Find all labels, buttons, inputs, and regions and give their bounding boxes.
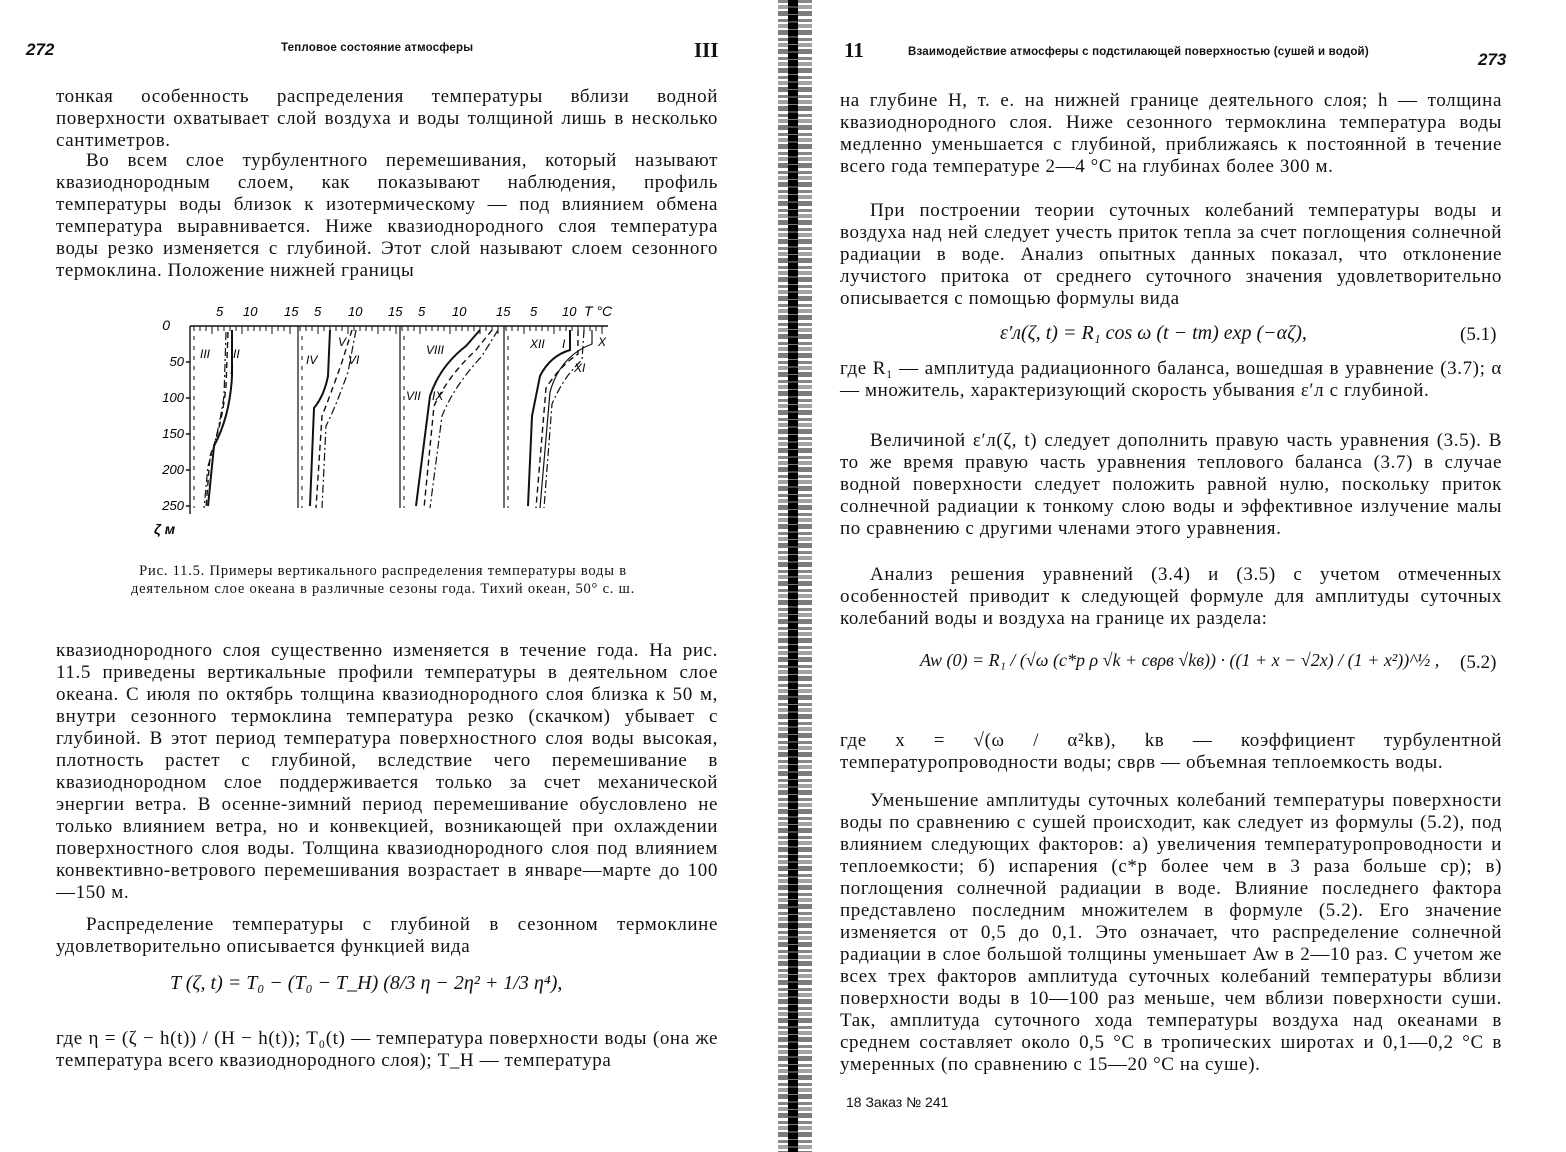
curve-label: IV xyxy=(306,353,318,367)
profile-curve-XI xyxy=(544,330,584,508)
temp-label: 10 xyxy=(452,304,467,319)
depth-label: 100 xyxy=(162,390,184,405)
temp-label: 15 xyxy=(284,304,299,319)
right-page xyxy=(790,0,1566,1152)
paragraph: на глубине H, т. е. на нижней границе деятельного слоя; h — толщина квазиоднородного слоя. Ниже сезонного термоклина температура воды медленно уменьшается с глубиной, приближаясь к постоянной в течение всего года температуре 2—4 °С на глубинах более 300 м. xyxy=(840,90,1502,177)
page-number-right: 273 xyxy=(1478,50,1507,69)
paragraph: тонкая особенность распределения температуры вблизи водной поверхности охватывает слой воздуха и воды толщиной лишь в несколько сантиметров. xyxy=(56,86,718,151)
depth-label: 250 xyxy=(162,498,184,513)
figure-temperature-profiles xyxy=(130,296,630,546)
chapter-number: 11 xyxy=(844,38,864,62)
curve-label: I xyxy=(562,337,566,351)
print-order-footer: 18 Заказ № 241 xyxy=(846,1094,949,1110)
temp-label: 5 xyxy=(216,304,224,319)
paragraph: Величиной ε′л(ζ, t) следует дополнить правую часть уравнения (3.5). В то же время правую часть уравнения теплового баланса (3.7) в случае водной поверхности следует положить равной нулю, поскольку приток солнечной радиации к тонкому слою воды и эффективное излучение малы по сравнению с другими членами этого уравнения. xyxy=(840,430,1502,539)
curve-label: III xyxy=(200,347,211,361)
temp-label: 15 xyxy=(496,304,511,319)
paragraph: При построении теории суточных колебаний температуры воды и воздуха над ней следует учесть приток тепла за счет поглощения солнечной радиации в воде. Анализ опытных данных показал, что отклонение лучистого притока от среднего суточного значения удовлетворительно описывается с помощью формулы вида xyxy=(840,200,1502,309)
axis-ticks xyxy=(194,326,602,334)
formula-5-2: Aw (0) = R₁ / (√ω (c*p ρ √k + cвρв √kв)) · ((1 + x − √2x) / (1 + x²))^½ , xyxy=(920,650,1440,670)
paragraph: Во всем слое турбулентного перемешивания, который называют квазиоднородным слоем, как показывают наблюдения, профиль температуры воды близок к изотермическому — под влиянием обмена температура выравнивается. Ниже квазиоднородного слоя температура воды резко изменяется с глубиной. Этот слой называют слоем сезонного термоклина. Положение нижней границы xyxy=(56,150,718,281)
curve-label: V xyxy=(338,335,347,349)
profile-curve-V xyxy=(316,330,352,508)
running-title-right: Взаимодействие атмосферы с подстилающей поверхностью (сушей и водой) xyxy=(908,46,1369,58)
temp-label: 5 xyxy=(418,304,426,319)
curve-label: VII xyxy=(406,389,421,403)
depth-label: 200 xyxy=(162,462,184,477)
part-number: III xyxy=(694,38,719,62)
depth-axis-unit: ζ м xyxy=(154,521,176,537)
curve-label: XII xyxy=(530,337,545,351)
curve-label: IX xyxy=(432,389,444,403)
equation-number: (5.1) xyxy=(1460,324,1497,345)
paragraph: квазиоднородного слоя существенно изменяется в течение года. На рис. 11.5 приведены вертикальные профили температуры в деятельном слое океана. С июля по октябрь толщина квазиоднородного слоя близка к 50 м, внутри сезонного термоклина температура резко (скачком) убывает с глубиной. В этот период температура поверхностного слоя воды высокая, плотность растет с глубиной, вследствие чего перемешивание в квазиоднородном слое поддерживается только за счет механической энергии ветра. В осенне-зимний период перемешивание обусловлено не только влиянием ветра, но и конвекцией, возникающей при охлаждении поверхностного слоя воды. Толщина квазиоднородного слоя под влиянием конвективно-ветрового перемешивания возрастает в январе—марте до 100—150 м. xyxy=(56,640,718,903)
temp-label: 15 xyxy=(388,304,403,319)
curve-label: XI xyxy=(574,361,586,375)
curve-label: II xyxy=(233,347,240,361)
temperature-profile-formula: T (ζ, t) = T₀ − (T₀ − T_H) (8/3 η − 2η² + 1/3 η⁴), xyxy=(170,972,563,994)
left-page xyxy=(0,0,780,1152)
figure-caption: Рис. 11.5. Примеры вертикального распределения температуры воды в деятельном слое океана в различные сезоны года. Тихий океан, 50° с. ш. xyxy=(130,563,636,597)
paragraph: Анализ решения уравнений (3.4) и (3.5) с учетом отмеченных особенностей приводит к следующей формуле для амплитуды суточных колебаний воды и воздуха на границе их раздела: xyxy=(840,564,1502,629)
equation-number: (5.2) xyxy=(1460,652,1497,673)
page-number-left: 272 xyxy=(26,40,55,59)
profile-curve-X xyxy=(540,330,592,508)
curve-label: X xyxy=(598,335,607,349)
curve-label: VI xyxy=(348,353,360,367)
temp-label: 5 xyxy=(530,304,538,319)
formula-5-1: ε′л(ζ, t) = R₁ cos ω (t − tm) exp (−αζ), xyxy=(1000,322,1307,344)
paragraph: где x = √(ω / α²kв), kв — коэффициент турбулентной температуропроводности воды; cвρв — объемная теплоемкость воды. xyxy=(840,730,1502,773)
curve-label: I xyxy=(230,363,234,377)
temp-label: 5 xyxy=(314,304,322,319)
depth-label: 0 xyxy=(162,317,170,333)
depth-label: 50 xyxy=(169,354,184,369)
temp-label: 10 xyxy=(243,304,258,319)
depth-axis xyxy=(186,326,190,514)
temp-label: 10 xyxy=(348,304,363,319)
temp-label: 10 xyxy=(562,304,577,319)
paragraph: где η = (ζ − h(t)) / (H − h(t)); T₀(t) — температура поверхности воды (она же температура всего квазиоднородного слоя); T_H — температура xyxy=(56,1028,718,1071)
paragraph: Распределение температуры с глубиной в сезонном термоклине удовлетворительно описывается функцией вида xyxy=(56,914,718,957)
curve-label: VIII xyxy=(426,343,445,357)
paragraph: Уменьшение амплитуды суточных колебаний температуры поверхности воды по сравнению с сушей происходит, как следует из формулы (5.2), под влиянием следующих факторов: а) увеличения температуропроводности и теплоемкости; б) испарения (c*p более чем в 3 раза больше cp); в) поглощения солнечной радиации в воде. Влияние последнего фактора представлено последним множителем в формуле (5.2). Его значение изменяется от 0,5 до 0,1. Это означает, что распределение солнечной радиации в слое большой толщины уменьшает Aw в 2—10 раз. С учетом же всех трех факторов амплитуда суточных колебаний температуры вблизи поверхности воды в 10—100 раз меньше, чем вблизи поверхности суши. Так, амплитуда суточного хода температуры воздуха над океанами в среднем составляет около 0,5 °С в тропических широтах и 0,1—0,2 °С в умеренных (по сравнению с 15—20 °С на суше). xyxy=(840,790,1502,1075)
running-title-left: Тепловое состояние атмосферы xyxy=(281,42,474,54)
temp-unit-label: T °C xyxy=(584,303,613,319)
profile-curve-XII xyxy=(528,330,570,506)
paragraph: где R₁ — амплитуда радиационного баланса, вошедшая в уравнение (3.7); α — множитель, характеризующий скорость убывания ε′л с глубиной. xyxy=(840,358,1502,401)
depth-label: 150 xyxy=(162,426,184,441)
